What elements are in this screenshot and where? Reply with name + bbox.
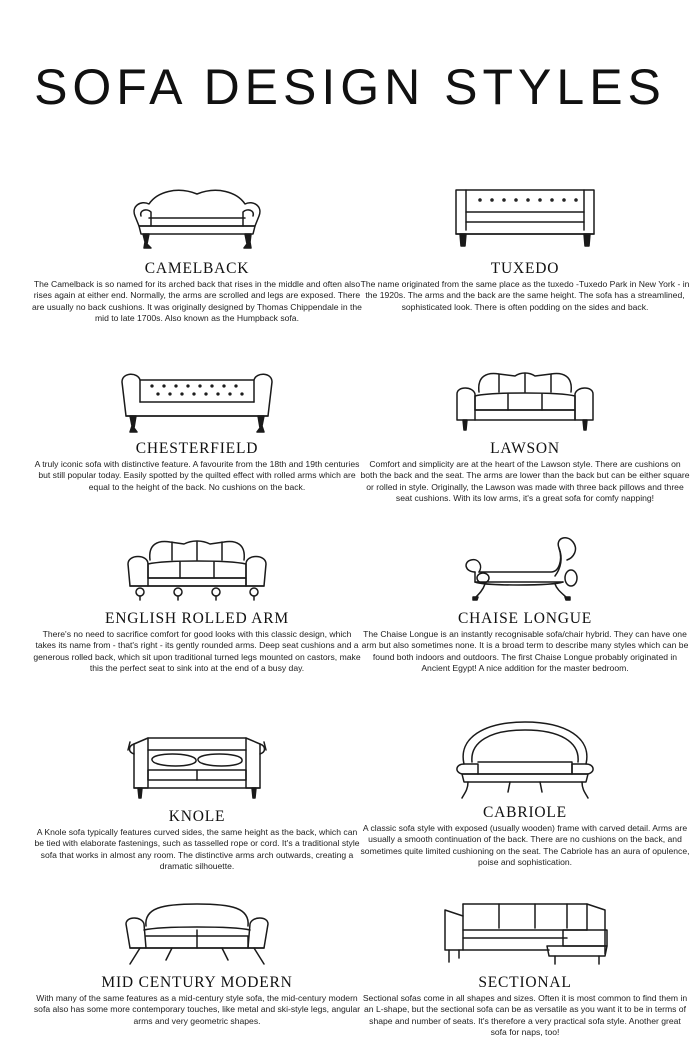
style-description: The Camelback is so named for its arched back that rises in the middle and often also rises again at either end. Normally, the arms are scrolled and legs are exposed. There are usually no back cushions. It was originally designed by Thomas Chippendale in the mid to late 1700s. Also known as the Humpback sofa. — [32, 279, 362, 324]
style-name: TUXEDO — [490, 260, 560, 277]
style-name: SECTIONAL — [478, 974, 572, 991]
style-name: LAWSON — [490, 440, 560, 457]
style-description: Comfort and simplicity are at the heart of the Lawson style. There are cushions on both the back and the seat. The arms are lower than the back but can be either square or rolled in style. Originally, the Lawson was made with three back pillows and three seat cushions. With its low arms, it's a great sofa for comfy napping! — [360, 459, 690, 504]
mid-century-modern-sofa-icon — [32, 896, 362, 974]
style-card-mid-century-modern — [32, 896, 362, 1027]
style-name: ENGLISH ROLLED ARM — [104, 610, 290, 627]
style-description: A Knole sofa typically features curved sides, the same height as the back, which can be tied with elaborate fastenings, such as tasselled rope or cord. It's a traditional style sofa that works in almost any room. The distinctive arms arch outwards, creating a dramatic silhouette. — [34, 827, 360, 872]
style-card-camelback — [32, 182, 362, 325]
style-name: KNOLE — [168, 808, 226, 825]
style-description: A classic sofa style with exposed (usually wooden) frame with carved detail. Arms are usually a smooth continuation of the back. There are no cushions on the back, and sometimes quite limited cushioning on the seat. The Cabriole has an aura of opulence, poise and sophistication. — [360, 823, 690, 868]
chesterfield-sofa-icon — [32, 362, 362, 440]
style-name: CAMELBACK — [144, 260, 250, 277]
knole-sofa-icon — [32, 730, 362, 808]
camelback-sofa-icon — [32, 182, 362, 260]
style-card-cabriole — [360, 718, 690, 869]
style-card-sectional — [360, 896, 690, 1039]
sectional-sofa-icon — [360, 896, 690, 974]
style-card-chaise-longue — [360, 532, 690, 675]
page-title: SOFA DESIGN STYLES — [34, 59, 666, 115]
style-description: The name originated from the same place as the tuxedo -Tuxedo Park in New York - in the 1920s. The arms and the back are the same height. The sofa has a streamlined, sophisticated look. There is often podding on the sides and back. — [360, 279, 690, 312]
style-description: With many of the same features as a mid-century style sofa, the mid-century modern sofa also has some more contemporary touches, like metal and ski-style legs, angular arms and very geometric shapes. — [33, 993, 361, 1026]
chaise-longue-icon — [360, 532, 690, 610]
style-name: MID CENTURY MODERN — [101, 974, 293, 991]
style-name: CHESTERFIELD — [135, 440, 259, 457]
style-description: Sectional sofas come in all shapes and sizes. Often it is most common to find them in an L-shape, but the sectional sofa can be as versatile as you want it to be in terms of shape and number of seats. It's therefore a very practical sofa style. Another great sofa for naps, too! — [362, 993, 688, 1038]
style-card-chesterfield — [32, 362, 362, 493]
style-name: CHAISE LONGUE — [458, 610, 592, 627]
english-rolled-arm-sofa-icon — [32, 532, 362, 610]
style-description: A truly iconic sofa with distinctive feature. A favourite from the 18th and 19th centuries but still popular today. Easily spotted by the quilted effect with rolled arms which are equal to the height of the back. No cushions on the back. — [34, 459, 360, 492]
style-name: CABRIOLE — [483, 804, 567, 821]
style-card-tuxedo — [360, 182, 690, 313]
style-description: There's no need to sacrifice comfort for good looks with this classic design, which takes its name from - that's right - its gently rounded arms. Deep seat cushions and a generous rolled back, which sit upon traditional turned legs mounted on castors, make this the perfect seat to sink into at the end of a busy day. — [33, 629, 361, 674]
cabriole-sofa-icon — [360, 718, 690, 804]
style-card-lawson — [360, 362, 690, 505]
tuxedo-sofa-icon — [360, 182, 690, 260]
lawson-sofa-icon — [360, 362, 690, 440]
style-description: The Chaise Longue is an instantly recognisable sofa/chair hybrid. They can have one arm but also sometimes none. It is a broad term to describe many styles which can be found both indoors and outdoors. The first Chaise Longue probably originated in Ancient Egypt! A nice addition for the master bedroom. — [361, 629, 689, 674]
style-card-english-rolled-arm — [32, 532, 362, 675]
style-card-knole — [32, 730, 362, 873]
